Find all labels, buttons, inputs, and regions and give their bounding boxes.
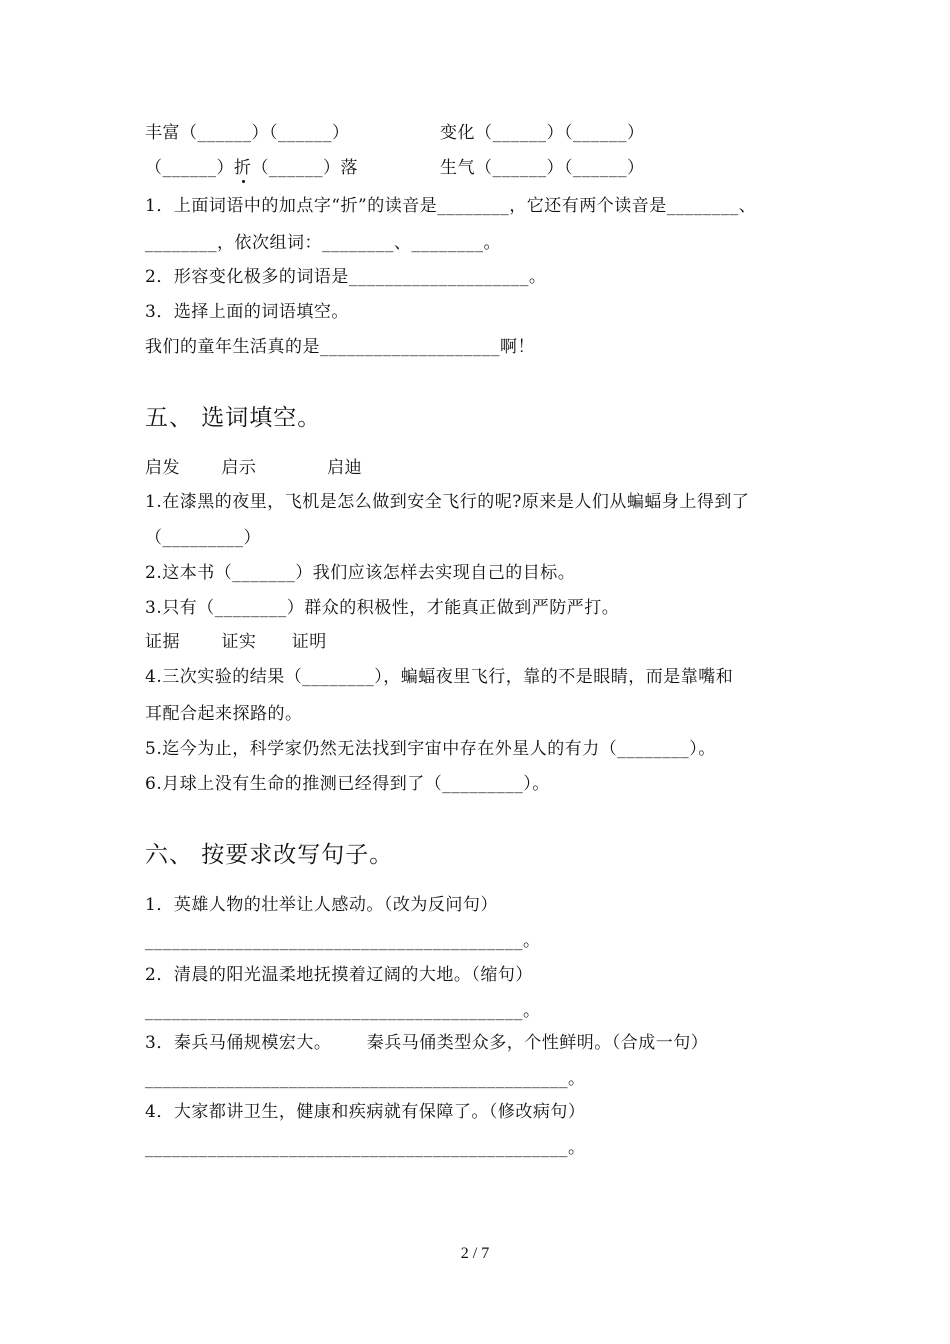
- section-6-title: 六、 按要求改写句子。: [145, 842, 394, 868]
- question-4-1-line-1: 1．上面词语中的加点字“折”的读音是________，它还有两个读音是________、: [145, 196, 757, 216]
- section-5-title: 五、 选词填空。: [145, 405, 322, 431]
- question-5-3: 3.只有（________）群众的积极性，才能真正做到严防严打。: [145, 598, 620, 618]
- word-choices-1: 启发 启示 启迪: [145, 458, 363, 478]
- question-5-4-line-2: 耳配合起来探路的。: [145, 704, 303, 724]
- question-5-5: 5.迄今为止，科学家仍然无法找到宇宙中存在外星人的有力（________）。: [145, 739, 716, 759]
- question-5-2: 2.这本书（_______）我们应该怎样去实现自己的目标。: [145, 563, 576, 583]
- question-5-6: 6.月球上没有生命的推测已经得到了（_________）。: [145, 774, 550, 794]
- question-4-2: 2．形容变化极多的词语是____________________。: [145, 267, 547, 287]
- question-4-3-sentence: 我们的童年生活真的是____________________啊！: [145, 337, 535, 357]
- question-6-3: 3．秦兵马俑规模宏大。 秦兵马俑类型众多，个性鲜明。（合成一句）: [145, 1033, 709, 1053]
- word-choices-2: 证据 证实 证明: [145, 632, 327, 652]
- answer-line-6-3: _______________________________________________。: [145, 1069, 586, 1089]
- dotted-char: 折: [234, 158, 252, 178]
- question-5-1-line-2: （_________）: [145, 528, 261, 548]
- answer-line-6-1: __________________________________________。: [145, 931, 541, 951]
- word-row-2-right: 生气（______）（______）: [440, 158, 645, 178]
- blank-before-dot-char: （______）: [145, 158, 234, 178]
- answer-line-6-4: _______________________________________________。: [145, 1138, 586, 1158]
- page-number: 2 / 7: [460, 1245, 490, 1262]
- word-row-2-left: [145, 156, 358, 180]
- question-6-2: 2．清晨的阳光温柔地抚摸着辽阔的大地。（缩句）: [145, 965, 533, 985]
- word-row-1-right: 变化（______）（______）: [440, 123, 645, 143]
- word-row-1-left: 丰富（______）（______）: [145, 123, 350, 143]
- question-4-3: 3．选择上面的词语填空。: [145, 302, 349, 322]
- question-6-1: 1．英雄人物的壮举让人感动。（改为反问句）: [145, 895, 498, 915]
- question-5-4-line-1: 4.三次实验的结果（________），蝙蝠夜里飞行，靠的不是眼睛，而是靠嘴和: [145, 667, 734, 687]
- blank-after-dot-char: （______）落: [251, 158, 358, 178]
- question-6-4: 4．大家都讲卫生，健康和疾病就有保障了。（修改病句）: [145, 1102, 586, 1122]
- question-4-1-line-2: ________，依次组词：________、________。: [145, 233, 501, 253]
- answer-line-6-2: __________________________________________。: [145, 1001, 541, 1021]
- question-5-1-line-1: 1.在漆黑的夜里，飞机是怎么做到安全飞行的呢?原来是人们从蝙蝠身上得到了: [145, 492, 750, 512]
